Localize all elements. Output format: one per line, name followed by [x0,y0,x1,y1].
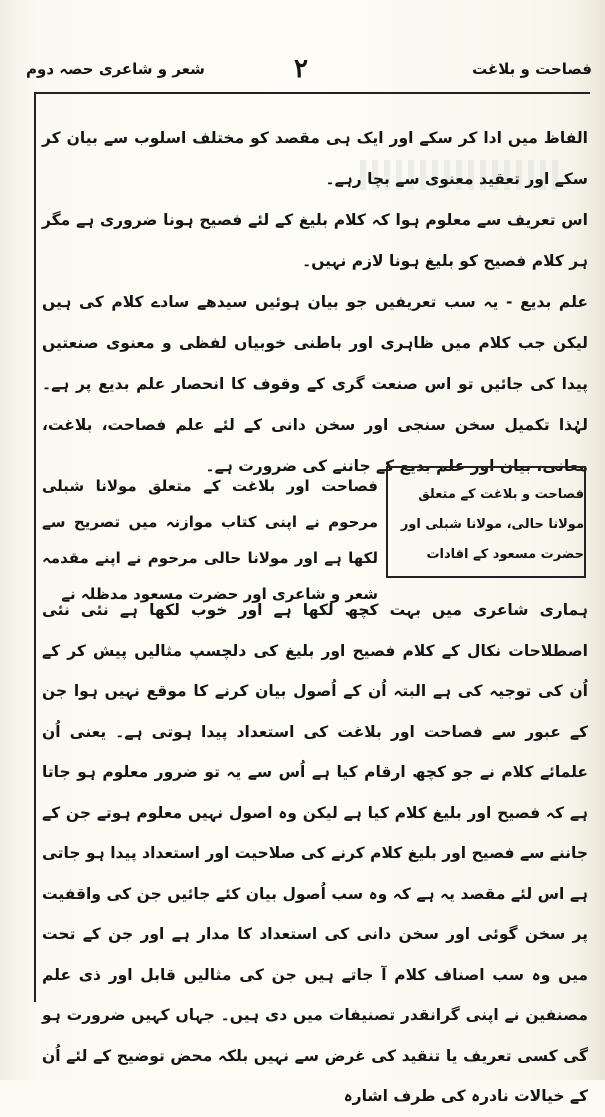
section-with-sidenote [42,458,588,603]
sidenote-title: فصاحت و بلاغت کے متعلق مولانا حالی، مولانا شبلی اور حضرت مسعود کے افادات [400,487,584,562]
bottom-text [42,590,588,1117]
paragraph-4: ہماری شاعری میں بہت کچھ لکھا ہے اور خوب لکھا ہے نئی نئی اصطلاحات نکال کے کلام فصیح اور بلیغ کی دلچسپ مثالیں پیش کر کے اُن کی توجیہ کی ہے البتہ اُن کے اُصول بیان کرنے کا موقع نہیں ہوا جن کے عبور سے فصاحت اور بلاغت کی استعداد پیدا ہوتی ہے۔ یعنی اُن علمائے کلام نے جو کچھ ارقام کیا ہے اُس سے یہ تو ضرور معلوم ہو جاتا ہے کہ فصیح اور بلیغ کلام کیا ہے لیکن وہ اصول نہیں معلوم ہوتے جن کے جاننے سے فصیح اور بلیغ کلام کرنے کی صلاحیت اور استعداد پیدا ہو جاتی ہے اس لئے مقصد یہ ہے کہ وہ سب اُصول بیان کئے جائیں جن کی واقفیت پر سخن گوئی اور سخن دانی کی استعداد کا مدار ہے اور جن کے تحت میں وہ سب اصناف کلام آ جاتے ہیں جن کی مثالیں قابل اور ذی علم مصنفین نے اپنی گرانقدر تصنیفات میں دی ہیں۔ جہاں کہیں ضرورت ہو گی کسی تعریف یا تنقید کی غرض سے نہیں بلکہ محض توضیح کے لئے اُن کے خیالات نادرہ کی طرف اشارہ [42,601,588,1105]
header-book-title: شعر و شاعری حصہ دوم [26,60,205,78]
top-text [42,118,588,487]
paragraph-1: الفاظ میں ادا کر سکے اور ایک ہی مقصد کو مختلف اسلوب سے بیان کر سکے اور تعقید معنوی سے بچا رہے۔ [42,129,588,188]
page-number: ۲ [294,54,308,84]
page-header [26,56,592,90]
header-section-title: فصاحت و بلاغت [472,60,592,78]
sidenote-paragraph: فصاحت اور بلاغت کے متعلق مولانا شبلی مرحوم نے اپنی کتاب موازنہ میں تصریح سے لکھا ہے اور مولانا حالی مرحوم نے اپنے مقدمہ شعر و شاعری اور حضرت مسعود مدظلہ نے [42,477,378,603]
margin-rule [34,92,36,1002]
header-rule [34,92,590,94]
paragraph-3: علم بدیع - یہ سب تعریفیں جو بیان ہوئیں سیدھے سادے کلام کی ہیں لیکن جب کلام میں ظاہری اور باطنی خوبیاں لفظی و معنوی صنعتیں پیدا کی جائیں تو اس صنعت گری کے وقوف کا انحصار علم بدیع پر ہے۔ لہٰذا تکمیل سخن سنجی اور سخن دانی کے لئے علم فصاحت، بلاغت، معانی، بیان اور علم بدیع کے جاننے کی ضرورت ہے۔ [42,293,588,475]
paragraph-2: اس تعریف سے معلوم ہوا کہ کلام بلیغ کے لئے فصیح ہونا ضروری ہے مگر ہر کلام فصیح کو بلیغ ہونا لازم نہیں۔ [42,211,588,270]
sidenote-box [386,466,586,578]
